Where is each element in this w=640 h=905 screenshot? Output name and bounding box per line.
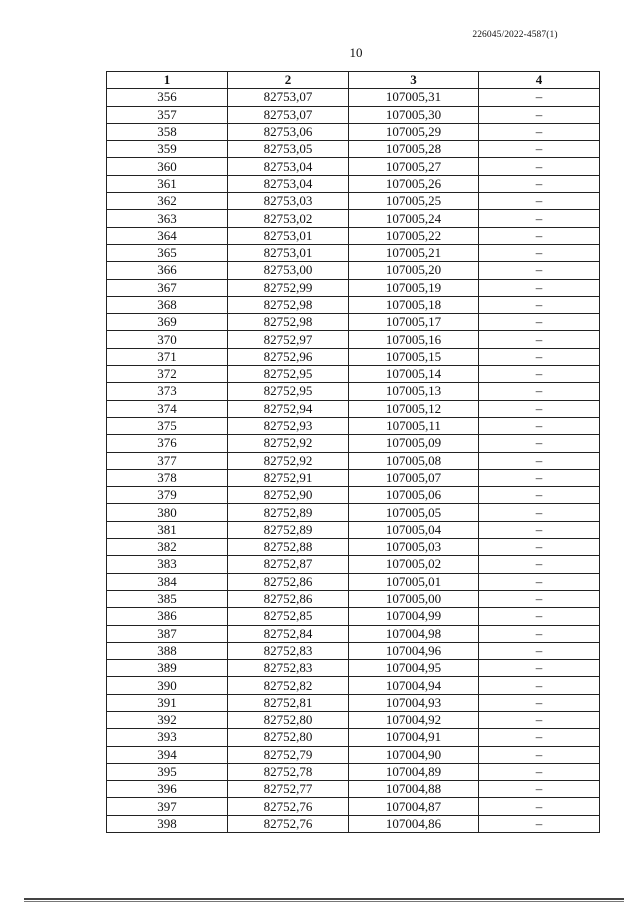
x-coordinate-cell: 82752,93: [228, 417, 349, 434]
x-coordinate-cell: 82752,83: [228, 642, 349, 659]
y-coordinate-cell: 107005,21: [349, 244, 479, 261]
point-number-cell: 377: [107, 452, 228, 469]
table-row: [107, 573, 600, 590]
y-coordinate-cell: 107005,12: [349, 400, 479, 417]
point-number-cell: 359: [107, 141, 228, 158]
point-number-cell: 388: [107, 642, 228, 659]
point-number-cell: 357: [107, 106, 228, 123]
note-cell: –: [479, 331, 600, 348]
table-row: [107, 348, 600, 365]
table-row: [107, 452, 600, 469]
note-cell: –: [479, 469, 600, 486]
y-coordinate-cell: 107005,07: [349, 469, 479, 486]
point-number-cell: 356: [107, 89, 228, 106]
table-row: [107, 625, 600, 642]
note-cell: –: [479, 348, 600, 365]
y-coordinate-cell: 107005,05: [349, 504, 479, 521]
point-number-cell: 365: [107, 244, 228, 261]
y-coordinate-cell: 107005,20: [349, 262, 479, 279]
note-cell: –: [479, 677, 600, 694]
page-number: 10: [349, 45, 363, 60]
y-coordinate-cell: 107004,94: [349, 677, 479, 694]
note-cell: –: [479, 366, 600, 383]
note-cell: –: [479, 642, 600, 659]
note-cell: –: [479, 781, 600, 798]
note-cell: –: [479, 244, 600, 261]
x-coordinate-cell: 82752,90: [228, 487, 349, 504]
note-cell: –: [479, 590, 600, 607]
point-number-cell: 373: [107, 383, 228, 400]
note-cell: –: [479, 504, 600, 521]
point-number-cell: 358: [107, 123, 228, 140]
x-coordinate-cell: 82752,86: [228, 573, 349, 590]
note-cell: –: [479, 210, 600, 227]
note-cell: –: [479, 141, 600, 158]
table-row: [107, 141, 600, 158]
y-coordinate-cell: 107004,89: [349, 763, 479, 780]
point-number-cell: 364: [107, 227, 228, 244]
x-coordinate-cell: 82752,76: [228, 815, 349, 832]
table-row: [107, 677, 600, 694]
table-row: [107, 642, 600, 659]
y-coordinate-cell: 107004,98: [349, 625, 479, 642]
note-cell: –: [479, 452, 600, 469]
table-row: [107, 262, 600, 279]
table-row: [107, 711, 600, 728]
note-cell: –: [479, 729, 600, 746]
note-cell: –: [479, 314, 600, 331]
table-row: [107, 539, 600, 556]
note-cell: –: [479, 746, 600, 763]
point-number-cell: 382: [107, 539, 228, 556]
table-row: [107, 296, 600, 313]
point-number-cell: 397: [107, 798, 228, 815]
x-coordinate-cell: 82752,98: [228, 296, 349, 313]
y-coordinate-cell: 107005,03: [349, 539, 479, 556]
table-row: [107, 729, 600, 746]
note-cell: –: [479, 383, 600, 400]
y-coordinate-cell: 107005,18: [349, 296, 479, 313]
note-cell: –: [479, 573, 600, 590]
note-cell: –: [479, 89, 600, 106]
point-number-cell: 394: [107, 746, 228, 763]
y-coordinate-cell: 107004,99: [349, 608, 479, 625]
y-coordinate-cell: 107005,13: [349, 383, 479, 400]
point-number-cell: 386: [107, 608, 228, 625]
table-row: [107, 590, 600, 607]
table-body: [107, 89, 600, 833]
y-coordinate-cell: 107005,00: [349, 590, 479, 607]
point-number-cell: 380: [107, 504, 228, 521]
point-number-cell: 384: [107, 573, 228, 590]
y-coordinate-cell: 107004,95: [349, 660, 479, 677]
table-row: [107, 608, 600, 625]
table-row: [107, 435, 600, 452]
x-coordinate-cell: 82753,05: [228, 141, 349, 158]
table-row: [107, 763, 600, 780]
x-coordinate-cell: 82752,78: [228, 763, 349, 780]
x-coordinate-cell: 82752,77: [228, 781, 349, 798]
x-coordinate-cell: 82752,94: [228, 400, 349, 417]
y-coordinate-cell: 107005,30: [349, 106, 479, 123]
y-coordinate-cell: 107004,90: [349, 746, 479, 763]
x-coordinate-cell: 82753,07: [228, 106, 349, 123]
table-row: [107, 521, 600, 538]
y-coordinate-cell: 107005,24: [349, 210, 479, 227]
x-coordinate-cell: 82752,95: [228, 366, 349, 383]
note-cell: –: [479, 763, 600, 780]
y-coordinate-cell: 107005,08: [349, 452, 479, 469]
note-cell: –: [479, 158, 600, 175]
table-row: [107, 89, 600, 106]
document-id: 226045/2022-4587(1): [472, 30, 558, 40]
y-coordinate-cell: 107005,06: [349, 487, 479, 504]
note-cell: –: [479, 539, 600, 556]
column-header-1: 1: [107, 72, 228, 89]
y-coordinate-cell: 107005,25: [349, 193, 479, 210]
point-number-cell: 392: [107, 711, 228, 728]
table-row: [107, 366, 600, 383]
y-coordinate-cell: 107005,22: [349, 227, 479, 244]
table-row: [107, 123, 600, 140]
table-row: [107, 158, 600, 175]
note-cell: –: [479, 521, 600, 538]
column-header-3: 3: [349, 72, 479, 89]
point-number-cell: 393: [107, 729, 228, 746]
x-coordinate-cell: 82752,95: [228, 383, 349, 400]
point-number-cell: 368: [107, 296, 228, 313]
y-coordinate-cell: 107005,27: [349, 158, 479, 175]
note-cell: –: [479, 435, 600, 452]
point-number-cell: 389: [107, 660, 228, 677]
point-number-cell: 379: [107, 487, 228, 504]
point-number-cell: 372: [107, 366, 228, 383]
x-coordinate-cell: 82752,81: [228, 694, 349, 711]
x-coordinate-cell: 82752,92: [228, 435, 349, 452]
table-row: [107, 504, 600, 521]
x-coordinate-cell: 82752,87: [228, 556, 349, 573]
note-cell: –: [479, 175, 600, 192]
x-coordinate-cell: 82752,76: [228, 798, 349, 815]
table-row: [107, 193, 600, 210]
x-coordinate-cell: 82753,03: [228, 193, 349, 210]
y-coordinate-cell: 107005,31: [349, 89, 479, 106]
y-coordinate-cell: 107004,96: [349, 642, 479, 659]
table-row: [107, 746, 600, 763]
table-row: [107, 487, 600, 504]
point-number-cell: 374: [107, 400, 228, 417]
y-coordinate-cell: 107004,91: [349, 729, 479, 746]
column-header-4: 4: [479, 72, 600, 89]
note-cell: –: [479, 106, 600, 123]
y-coordinate-cell: 107005,29: [349, 123, 479, 140]
y-coordinate-cell: 107004,92: [349, 711, 479, 728]
point-number-cell: 387: [107, 625, 228, 642]
x-coordinate-cell: 82753,04: [228, 175, 349, 192]
y-coordinate-cell: 107004,88: [349, 781, 479, 798]
note-cell: –: [479, 227, 600, 244]
point-number-cell: 367: [107, 279, 228, 296]
point-number-cell: 366: [107, 262, 228, 279]
point-number-cell: 396: [107, 781, 228, 798]
y-coordinate-cell: 107005,14: [349, 366, 479, 383]
x-coordinate-cell: 82752,91: [228, 469, 349, 486]
note-cell: –: [479, 694, 600, 711]
table-row: [107, 798, 600, 815]
table-row: [107, 279, 600, 296]
y-coordinate-cell: 107004,87: [349, 798, 479, 815]
coordinates-table: [106, 71, 600, 833]
y-coordinate-cell: 107004,93: [349, 694, 479, 711]
point-number-cell: 390: [107, 677, 228, 694]
note-cell: –: [479, 279, 600, 296]
x-coordinate-cell: 82753,06: [228, 123, 349, 140]
table-row: [107, 383, 600, 400]
y-coordinate-cell: 107005,15: [349, 348, 479, 365]
point-number-cell: 370: [107, 331, 228, 348]
point-number-cell: 369: [107, 314, 228, 331]
point-number-cell: 391: [107, 694, 228, 711]
x-coordinate-cell: 82752,85: [228, 608, 349, 625]
x-coordinate-cell: 82752,97: [228, 331, 349, 348]
point-number-cell: 361: [107, 175, 228, 192]
table-row: [107, 314, 600, 331]
coordinates-table-wrapper: [106, 71, 600, 833]
note-cell: –: [479, 417, 600, 434]
x-coordinate-cell: 82752,89: [228, 521, 349, 538]
note-cell: –: [479, 625, 600, 642]
note-cell: –: [479, 798, 600, 815]
point-number-cell: 378: [107, 469, 228, 486]
y-coordinate-cell: 107005,02: [349, 556, 479, 573]
point-number-cell: 362: [107, 193, 228, 210]
x-coordinate-cell: 82753,00: [228, 262, 349, 279]
x-coordinate-cell: 82752,80: [228, 729, 349, 746]
point-number-cell: 381: [107, 521, 228, 538]
note-cell: –: [479, 608, 600, 625]
x-coordinate-cell: 82752,92: [228, 452, 349, 469]
table-header: [107, 72, 600, 89]
point-number-cell: 371: [107, 348, 228, 365]
y-coordinate-cell: 107005,04: [349, 521, 479, 538]
table-row: [107, 331, 600, 348]
x-coordinate-cell: 82752,89: [228, 504, 349, 521]
point-number-cell: 398: [107, 815, 228, 832]
header-row: [107, 72, 600, 89]
table-row: [107, 244, 600, 261]
note-cell: –: [479, 487, 600, 504]
x-coordinate-cell: 82752,82: [228, 677, 349, 694]
y-coordinate-cell: 107005,19: [349, 279, 479, 296]
y-coordinate-cell: 107005,28: [349, 141, 479, 158]
footer-rule-thin: [24, 901, 624, 902]
x-coordinate-cell: 82752,96: [228, 348, 349, 365]
table-row: [107, 469, 600, 486]
point-number-cell: 375: [107, 417, 228, 434]
table-row: [107, 175, 600, 192]
column-header-2: 2: [228, 72, 349, 89]
note-cell: –: [479, 193, 600, 210]
x-coordinate-cell: 82752,84: [228, 625, 349, 642]
table-row: [107, 815, 600, 832]
footer-rule: [24, 898, 624, 900]
point-number-cell: 360: [107, 158, 228, 175]
table-row: [107, 660, 600, 677]
y-coordinate-cell: 107005,09: [349, 435, 479, 452]
note-cell: –: [479, 262, 600, 279]
y-coordinate-cell: 107005,26: [349, 175, 479, 192]
x-coordinate-cell: 82752,80: [228, 711, 349, 728]
point-number-cell: 376: [107, 435, 228, 452]
note-cell: –: [479, 400, 600, 417]
note-cell: –: [479, 711, 600, 728]
x-coordinate-cell: 82752,88: [228, 539, 349, 556]
table-row: [107, 227, 600, 244]
note-cell: –: [479, 660, 600, 677]
table-row: [107, 781, 600, 798]
x-coordinate-cell: 82752,83: [228, 660, 349, 677]
point-number-cell: 363: [107, 210, 228, 227]
point-number-cell: 385: [107, 590, 228, 607]
note-cell: –: [479, 123, 600, 140]
x-coordinate-cell: 82752,98: [228, 314, 349, 331]
table-row: [107, 417, 600, 434]
x-coordinate-cell: 82752,79: [228, 746, 349, 763]
y-coordinate-cell: 107005,17: [349, 314, 479, 331]
table-row: [107, 106, 600, 123]
x-coordinate-cell: 82752,99: [228, 279, 349, 296]
x-coordinate-cell: 82753,01: [228, 244, 349, 261]
y-coordinate-cell: 107005,11: [349, 417, 479, 434]
note-cell: –: [479, 815, 600, 832]
point-number-cell: 395: [107, 763, 228, 780]
y-coordinate-cell: 107004,86: [349, 815, 479, 832]
point-number-cell: 383: [107, 556, 228, 573]
x-coordinate-cell: 82753,04: [228, 158, 349, 175]
x-coordinate-cell: 82752,86: [228, 590, 349, 607]
x-coordinate-cell: 82753,02: [228, 210, 349, 227]
table-row: [107, 210, 600, 227]
y-coordinate-cell: 107005,01: [349, 573, 479, 590]
table-row: [107, 400, 600, 417]
note-cell: –: [479, 556, 600, 573]
note-cell: –: [479, 296, 600, 313]
table-row: [107, 694, 600, 711]
y-coordinate-cell: 107005,16: [349, 331, 479, 348]
table-row: [107, 556, 600, 573]
x-coordinate-cell: 82753,01: [228, 227, 349, 244]
x-coordinate-cell: 82753,07: [228, 89, 349, 106]
